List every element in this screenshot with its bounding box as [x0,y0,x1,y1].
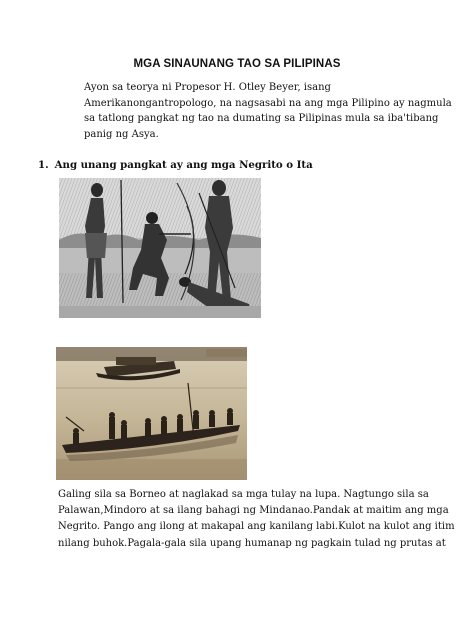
section-heading-text: Ang unang pangkat ay ang mga Negrito o Ita [54,159,313,171]
intro-line: Amerikanongantropologo, na nagsasabi na ang mga Pilipino ay nagmula [84,97,452,109]
body-line: nilang buhok.Pagala-gala sila upang humanap ng pagkain tulad ng prutas at [58,537,446,549]
negrito-engraving-image [59,178,261,318]
body-paragraph [58,487,455,552]
body-line: Galing sila sa Borneo at naglakad sa mga tulay na lupa. Nagtungo sila sa [58,489,429,500]
section-number: 1. [38,159,49,171]
section-heading [38,159,313,171]
intro-line: sa tatlong pangkat ng tao na dumating sa Pilipinas mula sa iba'tibang [84,113,439,125]
canoe-photograph-image [56,347,247,480]
intro-line: panig ng Asya. [84,128,159,140]
body-line: Negrito. Pango ang ilong at makapal ang kanilang labi.Kulot na kulot ang itim [58,521,455,533]
intro-paragraph [84,80,452,142]
intro-line: Ayon sa teorya ni Propesor H. Otley Beyer, isang [84,82,331,93]
body-line: Palawan,Mindoro at sa ilang bahagi ng Mindanao.Pandak at maitim ang mga [58,505,449,517]
document-title: MGA SINAUNANG TAO SA PILIPINAS [133,58,341,70]
